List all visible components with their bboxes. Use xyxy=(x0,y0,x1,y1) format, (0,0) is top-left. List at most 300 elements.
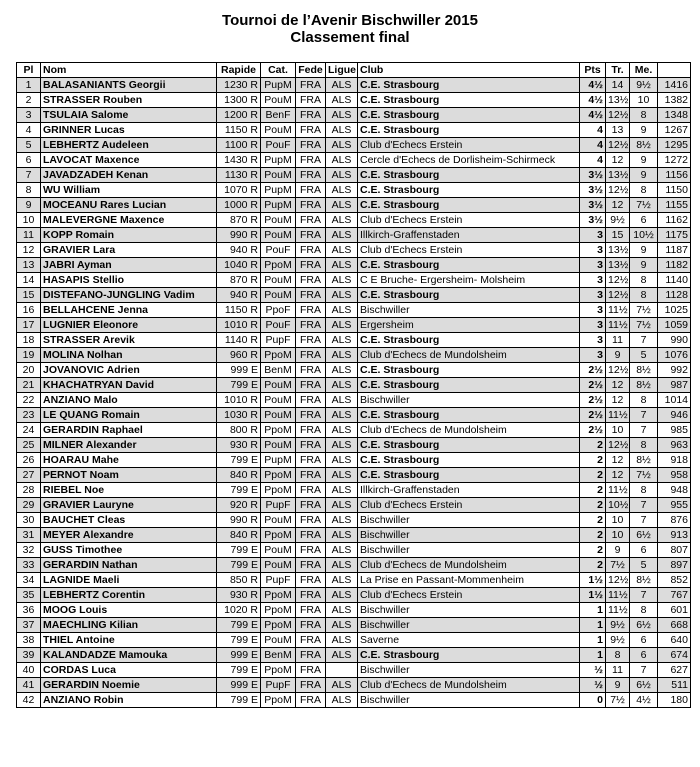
tiebreak-me-cell: 6 xyxy=(630,543,658,558)
category-cell: PpoM xyxy=(261,258,296,273)
tiebreak-tr-cell: 7½ xyxy=(606,693,630,708)
tiebreak-me-cell: 10½ xyxy=(630,228,658,243)
table-row xyxy=(17,663,691,678)
league-cell: ALS xyxy=(326,528,358,543)
tiebreak-tr-cell: 11½ xyxy=(606,588,630,603)
federation-cell: FRA xyxy=(296,423,326,438)
document-title: Tournoi de l’Avenir Bischwiller 2015 xyxy=(222,12,478,29)
category-cell: PpoM xyxy=(261,603,296,618)
document-subtitle: Classement final xyxy=(290,29,410,46)
league-cell: ALS xyxy=(326,678,358,693)
category-cell: PupF xyxy=(261,498,296,513)
player-name-cell: GERARDIN Nathan xyxy=(41,558,217,573)
tiebreak-me-cell: 9½ xyxy=(630,78,658,93)
rating-cell: 799 E xyxy=(217,558,261,573)
rating-cell: 799 E xyxy=(217,378,261,393)
performance-cell: 668 xyxy=(658,618,691,633)
tiebreak-tr-cell: 9½ xyxy=(606,213,630,228)
tiebreak-me-cell: 5 xyxy=(630,348,658,363)
rank-cell: 2 xyxy=(17,93,41,108)
points-cell: 3½ xyxy=(580,198,606,213)
table-row xyxy=(17,378,691,393)
rating-cell: 1200 R xyxy=(217,108,261,123)
club-cell: Bischwiller xyxy=(358,543,580,558)
tiebreak-me-cell: 8 xyxy=(630,108,658,123)
federation-cell: FRA xyxy=(296,228,326,243)
points-cell: ½ xyxy=(580,678,606,693)
points-cell: 2 xyxy=(580,528,606,543)
points-cell: 2½ xyxy=(580,423,606,438)
rating-cell: 1030 R xyxy=(217,408,261,423)
tiebreak-tr-cell: 12½ xyxy=(606,138,630,153)
col-header-me: Me. xyxy=(630,63,658,78)
points-cell: 2 xyxy=(580,513,606,528)
rating-cell: 960 R xyxy=(217,348,261,363)
rating-cell: 799 E xyxy=(217,618,261,633)
category-cell: PupM xyxy=(261,153,296,168)
performance-cell: 955 xyxy=(658,498,691,513)
rating-cell: 1300 R xyxy=(217,93,261,108)
points-cell: 3 xyxy=(580,273,606,288)
club-cell: C.E. Strasbourg xyxy=(358,198,580,213)
tiebreak-me-cell: 7½ xyxy=(630,303,658,318)
club-cell: C.E. Strasbourg xyxy=(358,108,580,123)
performance-cell: 1014 xyxy=(658,393,691,408)
performance-cell: 1187 xyxy=(658,243,691,258)
tiebreak-me-cell: 6½ xyxy=(630,618,658,633)
league-cell: ALS xyxy=(326,213,358,228)
performance-cell: 767 xyxy=(658,588,691,603)
rank-cell: 30 xyxy=(17,513,41,528)
table-row xyxy=(17,438,691,453)
category-cell: PpoF xyxy=(261,303,296,318)
rating-cell: 840 R xyxy=(217,468,261,483)
player-name-cell: PERNOT Noam xyxy=(41,468,217,483)
rank-cell: 29 xyxy=(17,498,41,513)
club-cell: Bischwiller xyxy=(358,618,580,633)
rating-cell: 1230 R xyxy=(217,78,261,93)
tiebreak-me-cell: 7 xyxy=(630,423,658,438)
rating-cell: 940 R xyxy=(217,243,261,258)
federation-cell: FRA xyxy=(296,348,326,363)
category-cell: PouF xyxy=(261,243,296,258)
federation-cell: FRA xyxy=(296,618,326,633)
tiebreak-me-cell: 7½ xyxy=(630,198,658,213)
rating-cell: 1070 R xyxy=(217,183,261,198)
federation-cell: FRA xyxy=(296,678,326,693)
rating-cell: 799 E xyxy=(217,453,261,468)
player-name-cell: JAVADZADEH Kenan xyxy=(41,168,217,183)
performance-cell: 987 xyxy=(658,378,691,393)
player-name-cell: HASAPIS Stellio xyxy=(41,273,217,288)
player-name-cell: JABRI Ayman xyxy=(41,258,217,273)
table-row xyxy=(17,393,691,408)
rating-cell: 999 E xyxy=(217,648,261,663)
federation-cell: FRA xyxy=(296,588,326,603)
rank-cell: 8 xyxy=(17,183,41,198)
tiebreak-me-cell: 7½ xyxy=(630,318,658,333)
league-cell: ALS xyxy=(326,423,358,438)
federation-cell: FRA xyxy=(296,543,326,558)
tiebreak-me-cell: 8 xyxy=(630,273,658,288)
points-cell: 1½ xyxy=(580,573,606,588)
performance-cell: 1267 xyxy=(658,123,691,138)
player-name-cell: MEYER Alexandre xyxy=(41,528,217,543)
league-cell: ALS xyxy=(326,243,358,258)
rank-cell: 27 xyxy=(17,468,41,483)
category-cell: PupM xyxy=(261,198,296,213)
rating-cell: 799 E xyxy=(217,693,261,708)
player-name-cell: HOARAU Mahe xyxy=(41,453,217,468)
performance-cell: 946 xyxy=(658,408,691,423)
club-cell: La Prise en Passant-Mommenheim xyxy=(358,573,580,588)
club-cell: Bischwiller xyxy=(358,603,580,618)
club-cell: Ergersheim xyxy=(358,318,580,333)
federation-cell: FRA xyxy=(296,558,326,573)
category-cell: PupM xyxy=(261,78,296,93)
tiebreak-tr-cell: 12 xyxy=(606,198,630,213)
player-name-cell: KOPP Romain xyxy=(41,228,217,243)
rating-cell: 1040 R xyxy=(217,258,261,273)
performance-cell: 1416 xyxy=(658,78,691,93)
points-cell: 2 xyxy=(580,498,606,513)
federation-cell: FRA xyxy=(296,333,326,348)
league-cell: ALS xyxy=(326,453,358,468)
club-cell: Cercle d'Echecs de Dorlisheim-Schirmeck xyxy=(358,153,580,168)
category-cell: PouM xyxy=(261,408,296,423)
tiebreak-me-cell: 7½ xyxy=(630,468,658,483)
tiebreak-tr-cell: 11 xyxy=(606,333,630,348)
category-cell: PouM xyxy=(261,633,296,648)
points-cell: ½ xyxy=(580,663,606,678)
performance-cell: 852 xyxy=(658,573,691,588)
league-cell: ALS xyxy=(326,468,358,483)
player-name-cell: STRASSER Rouben xyxy=(41,93,217,108)
player-name-cell: ANZIANO Malo xyxy=(41,393,217,408)
points-cell: 4½ xyxy=(580,108,606,123)
player-name-cell: MOLINA Nolhan xyxy=(41,348,217,363)
tiebreak-tr-cell: 11½ xyxy=(606,408,630,423)
club-cell: Bischwiller xyxy=(358,303,580,318)
tiebreak-me-cell: 9 xyxy=(630,168,658,183)
performance-cell: 876 xyxy=(658,513,691,528)
federation-cell: FRA xyxy=(296,393,326,408)
performance-cell: 1155 xyxy=(658,198,691,213)
category-cell: BenM xyxy=(261,363,296,378)
points-cell: 3 xyxy=(580,243,606,258)
player-name-cell: MOCEANU Rares Lucian xyxy=(41,198,217,213)
league-cell: ALS xyxy=(326,558,358,573)
league-cell: ALS xyxy=(326,183,358,198)
club-cell: C.E. Strasbourg xyxy=(358,468,580,483)
league-cell: ALS xyxy=(326,363,358,378)
col-header-tr: Tr. xyxy=(606,63,630,78)
standings-body xyxy=(17,78,691,708)
rank-cell: 40 xyxy=(17,663,41,678)
club-cell: Club d'Echecs Erstein xyxy=(358,243,580,258)
rating-cell: 1150 R xyxy=(217,303,261,318)
rating-cell: 870 R xyxy=(217,213,261,228)
player-name-cell: GUSS Timothee xyxy=(41,543,217,558)
league-cell: ALS xyxy=(326,108,358,123)
federation-cell: FRA xyxy=(296,528,326,543)
category-cell: PouM xyxy=(261,273,296,288)
rating-cell: 1150 R xyxy=(217,123,261,138)
table-row xyxy=(17,333,691,348)
tiebreak-me-cell: 8 xyxy=(630,288,658,303)
points-cell: 3 xyxy=(580,228,606,243)
table-row xyxy=(17,213,691,228)
tiebreak-me-cell: 7 xyxy=(630,333,658,348)
rank-cell: 12 xyxy=(17,243,41,258)
federation-cell: FRA xyxy=(296,123,326,138)
tiebreak-tr-cell: 9 xyxy=(606,543,630,558)
category-cell: PouM xyxy=(261,543,296,558)
rank-cell: 9 xyxy=(17,198,41,213)
league-cell: ALS xyxy=(326,348,358,363)
federation-cell: FRA xyxy=(296,318,326,333)
points-cell: 4½ xyxy=(580,78,606,93)
category-cell: PpoM xyxy=(261,528,296,543)
tiebreak-tr-cell: 10 xyxy=(606,513,630,528)
performance-cell: 601 xyxy=(658,603,691,618)
rank-cell: 15 xyxy=(17,288,41,303)
club-cell: C.E. Strasbourg xyxy=(358,93,580,108)
league-cell: ALS xyxy=(326,198,358,213)
category-cell: BenF xyxy=(261,108,296,123)
tiebreak-tr-cell: 13½ xyxy=(606,258,630,273)
federation-cell: FRA xyxy=(296,378,326,393)
table-row xyxy=(17,483,691,498)
federation-cell: FRA xyxy=(296,408,326,423)
points-cell: 1 xyxy=(580,633,606,648)
tiebreak-me-cell: 7 xyxy=(630,588,658,603)
points-cell: 3 xyxy=(580,348,606,363)
federation-cell: FRA xyxy=(296,573,326,588)
rating-cell: 1130 R xyxy=(217,168,261,183)
player-name-cell: JOVANOVIC Adrien xyxy=(41,363,217,378)
tiebreak-me-cell: 4½ xyxy=(630,693,658,708)
tiebreak-tr-cell: 12½ xyxy=(606,183,630,198)
club-cell: C.E. Strasbourg xyxy=(358,78,580,93)
rating-cell: 1100 R xyxy=(217,138,261,153)
rank-cell: 10 xyxy=(17,213,41,228)
table-row xyxy=(17,153,691,168)
tiebreak-tr-cell: 7½ xyxy=(606,558,630,573)
category-cell: PpoM xyxy=(261,483,296,498)
rank-cell: 25 xyxy=(17,438,41,453)
tiebreak-tr-cell: 12 xyxy=(606,378,630,393)
federation-cell: FRA xyxy=(296,258,326,273)
federation-cell: FRA xyxy=(296,633,326,648)
rank-cell: 36 xyxy=(17,603,41,618)
points-cell: 2 xyxy=(580,558,606,573)
federation-cell: FRA xyxy=(296,183,326,198)
category-cell: PpoM xyxy=(261,588,296,603)
performance-cell: 1076 xyxy=(658,348,691,363)
points-cell: 4 xyxy=(580,153,606,168)
table-row xyxy=(17,288,691,303)
performance-cell: 1156 xyxy=(658,168,691,183)
rating-cell: 990 R xyxy=(217,513,261,528)
rank-cell: 38 xyxy=(17,633,41,648)
federation-cell: FRA xyxy=(296,483,326,498)
club-cell: Club d'Echecs de Mundolsheim xyxy=(358,423,580,438)
table-row xyxy=(17,273,691,288)
col-header-rapide: Rapide xyxy=(217,63,261,78)
points-cell: 2 xyxy=(580,468,606,483)
table-row xyxy=(17,183,691,198)
table-row xyxy=(17,408,691,423)
table-row xyxy=(17,228,691,243)
rating-cell: 840 R xyxy=(217,528,261,543)
tiebreak-tr-cell: 14 xyxy=(606,78,630,93)
points-cell: 4½ xyxy=(580,93,606,108)
player-name-cell: MALEVERGNE Maxence xyxy=(41,213,217,228)
rating-cell: 940 R xyxy=(217,288,261,303)
tiebreak-tr-cell: 12 xyxy=(606,393,630,408)
rating-cell: 999 E xyxy=(217,678,261,693)
category-cell: PpoM xyxy=(261,663,296,678)
player-name-cell: KHACHATRYAN David xyxy=(41,378,217,393)
tiebreak-me-cell: 9 xyxy=(630,258,658,273)
tiebreak-tr-cell: 12 xyxy=(606,153,630,168)
tiebreak-tr-cell: 11 xyxy=(606,663,630,678)
federation-cell: FRA xyxy=(296,198,326,213)
performance-cell: 918 xyxy=(658,453,691,468)
player-name-cell: BALASANIANTS Georgii xyxy=(41,78,217,93)
performance-cell: 948 xyxy=(658,483,691,498)
category-cell: PouM xyxy=(261,168,296,183)
player-name-cell: ANZIANO Robin xyxy=(41,693,217,708)
performance-cell: 897 xyxy=(658,558,691,573)
category-cell: PouM xyxy=(261,393,296,408)
league-cell: ALS xyxy=(326,93,358,108)
tiebreak-tr-cell: 10 xyxy=(606,528,630,543)
performance-cell: 1162 xyxy=(658,213,691,228)
tiebreak-tr-cell: 11½ xyxy=(606,603,630,618)
points-cell: 2 xyxy=(580,453,606,468)
club-cell: C.E. Strasbourg xyxy=(358,183,580,198)
player-name-cell: GRAVIER Lara xyxy=(41,243,217,258)
club-cell: C.E. Strasbourg xyxy=(358,438,580,453)
points-cell: 0 xyxy=(580,693,606,708)
performance-cell: 180 xyxy=(658,693,691,708)
tiebreak-tr-cell: 13 xyxy=(606,123,630,138)
player-name-cell: LAVOCAT Maxence xyxy=(41,153,217,168)
tiebreak-me-cell: 8 xyxy=(630,183,658,198)
table-row xyxy=(17,423,691,438)
player-name-cell: GERARDIN Noemie xyxy=(41,678,217,693)
player-name-cell: KALANDADZE Mamouka xyxy=(41,648,217,663)
tiebreak-me-cell: 9 xyxy=(630,243,658,258)
tiebreak-me-cell: 6 xyxy=(630,648,658,663)
tiebreak-me-cell: 10 xyxy=(630,93,658,108)
tiebreak-me-cell: 8 xyxy=(630,603,658,618)
table-row xyxy=(17,78,691,93)
performance-cell: 958 xyxy=(658,468,691,483)
table-row xyxy=(17,513,691,528)
performance-cell: 1150 xyxy=(658,183,691,198)
rank-cell: 3 xyxy=(17,108,41,123)
player-name-cell: GERARDIN Raphael xyxy=(41,423,217,438)
tiebreak-tr-cell: 11½ xyxy=(606,303,630,318)
category-cell: PupF xyxy=(261,333,296,348)
table-row xyxy=(17,588,691,603)
rank-cell: 31 xyxy=(17,528,41,543)
category-cell: PouM xyxy=(261,93,296,108)
player-name-cell: LEBHERTZ Corentin xyxy=(41,588,217,603)
col-header-cat: Cat. xyxy=(261,63,296,78)
federation-cell: FRA xyxy=(296,363,326,378)
rank-cell: 17 xyxy=(17,318,41,333)
points-cell: 1½ xyxy=(580,588,606,603)
tiebreak-tr-cell: 15 xyxy=(606,228,630,243)
tiebreak-tr-cell: 10 xyxy=(606,423,630,438)
tiebreak-me-cell: 9 xyxy=(630,153,658,168)
tiebreak-tr-cell: 12½ xyxy=(606,108,630,123)
performance-cell: 990 xyxy=(658,333,691,348)
player-name-cell: GRINNER Lucas xyxy=(41,123,217,138)
col-header-pl: Pl xyxy=(17,63,41,78)
tiebreak-tr-cell: 9 xyxy=(606,678,630,693)
tiebreak-me-cell: 7 xyxy=(630,513,658,528)
points-cell: 3 xyxy=(580,288,606,303)
col-header-fede: Fede xyxy=(296,63,326,78)
rank-cell: 22 xyxy=(17,393,41,408)
table-row xyxy=(17,573,691,588)
performance-cell: 511 xyxy=(658,678,691,693)
tiebreak-me-cell: 6 xyxy=(630,633,658,648)
rating-cell: 800 R xyxy=(217,423,261,438)
performance-cell: 627 xyxy=(658,663,691,678)
points-cell: 1 xyxy=(580,618,606,633)
league-cell: ALS xyxy=(326,483,358,498)
federation-cell: FRA xyxy=(296,603,326,618)
player-name-cell: DISTEFANO-JUNGLING Vadim xyxy=(41,288,217,303)
league-cell: ALS xyxy=(326,588,358,603)
tiebreak-tr-cell: 12½ xyxy=(606,363,630,378)
player-name-cell: TSULAIA Salome xyxy=(41,108,217,123)
rank-cell: 26 xyxy=(17,453,41,468)
table-row xyxy=(17,498,691,513)
tiebreak-tr-cell: 12½ xyxy=(606,288,630,303)
player-name-cell: MOOG Louis xyxy=(41,603,217,618)
rating-cell: 1140 R xyxy=(217,333,261,348)
league-cell: ALS xyxy=(326,288,358,303)
federation-cell: FRA xyxy=(296,468,326,483)
rating-cell: 799 E xyxy=(217,483,261,498)
club-cell: C.E. Strasbourg xyxy=(358,453,580,468)
category-cell: PouF xyxy=(261,318,296,333)
tiebreak-tr-cell: 9½ xyxy=(606,633,630,648)
tiebreak-me-cell: 8½ xyxy=(630,573,658,588)
league-cell: ALS xyxy=(326,123,358,138)
club-cell: Bischwiller xyxy=(358,513,580,528)
tiebreak-me-cell: 8 xyxy=(630,393,658,408)
table-row xyxy=(17,168,691,183)
performance-cell: 963 xyxy=(658,438,691,453)
rank-cell: 1 xyxy=(17,78,41,93)
league-cell: ALS xyxy=(326,693,358,708)
table-row xyxy=(17,138,691,153)
player-name-cell: LEBHERTZ Audeleen xyxy=(41,138,217,153)
club-cell: Club d'Echecs Erstein xyxy=(358,138,580,153)
league-cell: ALS xyxy=(326,618,358,633)
player-name-cell: GRAVIER Lauryne xyxy=(41,498,217,513)
league-cell: ALS xyxy=(326,438,358,453)
league-cell: ALS xyxy=(326,78,358,93)
